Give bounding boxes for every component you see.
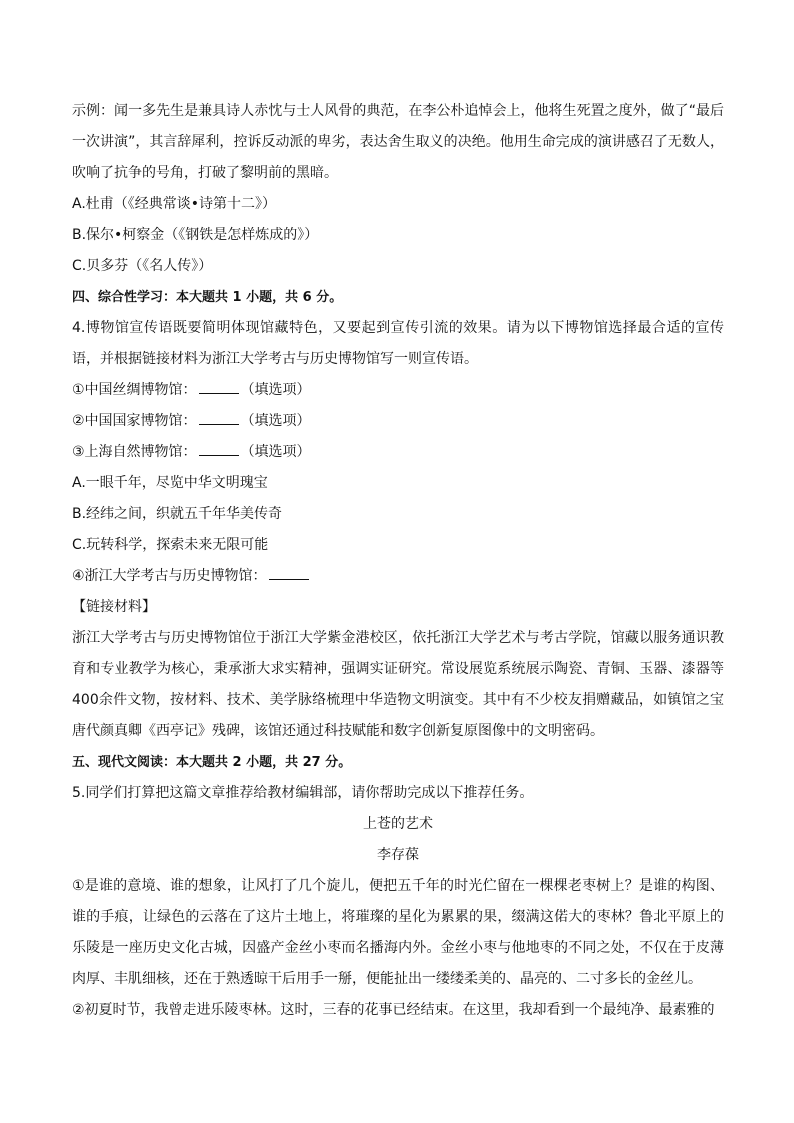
document-page <box>72 96 724 1026</box>
q4-option-a: A.一眼千年，尽览中华文明瑰宝 <box>72 475 268 491</box>
option-c: C.贝多芬（《名人传》） <box>72 258 213 274</box>
article-author: 李存葆 <box>377 847 419 863</box>
question-4-stem: 4.博物馆宣传语既要简明体现馆藏特色，又要起到宣传引流的效果。请为以下博物馆选择最合适的宣传语，并根据链接材料为浙江大学考古与历史博物馆写一则宣传语。 <box>72 320 724 367</box>
q4-item-3 <box>72 437 724 468</box>
answer-blank-4[interactable] <box>269 565 309 580</box>
q4-item-3-suffix: （填选项） <box>240 444 311 460</box>
option-a: A.杜甫（《经典常谈•诗第十二》） <box>72 196 277 212</box>
link-material-heading: 【链接材料】 <box>72 599 156 615</box>
q4-item-2-suffix: （填选项） <box>240 413 311 429</box>
q4-item-2-label: ②中国国家博物馆： <box>72 413 197 429</box>
article-paragraph-1: ①是谁的意境、谁的想象，让风打了几个旋儿，便把五千年的时光伫留在一棵棵老枣树上？是谁的构图、谁的手痕，让绿色的云落在了这片土地上，将璀璨的星化为累累的果，缀满这偌大的枣林？鲁北平原上的乐陵是一座历史文化古城，因盛产金丝小枣而名播海内外。金丝小枣与他地枣的不同之处，不仅在于皮薄肉厚、丰肌细核，还在于熟透晾干后用手一掰，便能扯出一缕缕柔美的、晶亮的、二寸多长的金丝儿。 <box>72 878 724 987</box>
article-paragraph-2: ②初夏时节，我曾走进乐陵枣林。这时，三春的花事已经结束。在这里，我却看到一个最纯净、最素雅的 <box>72 1002 715 1018</box>
q4-item-4 <box>72 561 724 592</box>
q4-item-1 <box>72 375 724 406</box>
q4-option-c: C.玩转科学，探索未来无限可能 <box>72 537 269 553</box>
answer-blank-1[interactable] <box>199 379 239 394</box>
link-material-text: 浙江大学考古与历史博物馆位于浙江大学紫金港校区，依托浙江大学艺术与考古学院，馆藏以服务通识教育和专业教学为核心，秉承浙大求实精神，强调实证研究。常设展览系统展示陶瓷、青铜、玉器、漆器等400余件文物，按材料、技术、美学脉络梳理中华造物文明演变。其中有不少校友捐赠藏品，如镇馆之宝唐代颜真卿《西亭记》残碑，该馆还通过科技赋能和数字创新复原图像中的文明密码。 <box>72 630 724 739</box>
section-5-heading: 五、现代文阅读：本大题共 2 小题，共 27 分。 <box>72 755 352 770</box>
answer-blank-2[interactable] <box>199 410 239 425</box>
example-paragraph: 示例：闻一多先生是兼具诗人赤忱与士人风骨的典范，在李公朴追悼会上，他将生死置之度外，做了“最后一次讲演”，其言辞犀利，控诉反动派的卑劣，表达舍生取义的决绝。他用生命完成的演讲感召了无数人，吹响了抗争的号角，打破了黎明前的黑暗。 <box>72 103 724 181</box>
answer-blank-3[interactable] <box>199 441 239 456</box>
q4-item-4-label: ④浙江大学考古与历史博物馆： <box>72 568 267 584</box>
q4-item-1-label: ①中国丝绸博物馆： <box>72 382 197 398</box>
q4-item-1-suffix: （填选项） <box>240 382 311 398</box>
question-5-stem: 5.同学们打算把这篇文章推荐给教材编辑部，请你帮助完成以下推荐任务。 <box>72 785 534 801</box>
section-4-heading: 四、综合性学习：本大题共 1 小题，共 6 分。 <box>72 290 343 305</box>
q4-item-2 <box>72 406 724 437</box>
q4-item-3-label: ③上海自然博物馆： <box>72 444 197 460</box>
article-title: 上苍的艺术 <box>363 816 433 832</box>
q4-option-b: B.经纬之间，织就五千年华美传奇 <box>72 506 283 522</box>
option-b: B.保尔•柯察金（《钢铁是怎样炼成的》） <box>72 227 319 243</box>
